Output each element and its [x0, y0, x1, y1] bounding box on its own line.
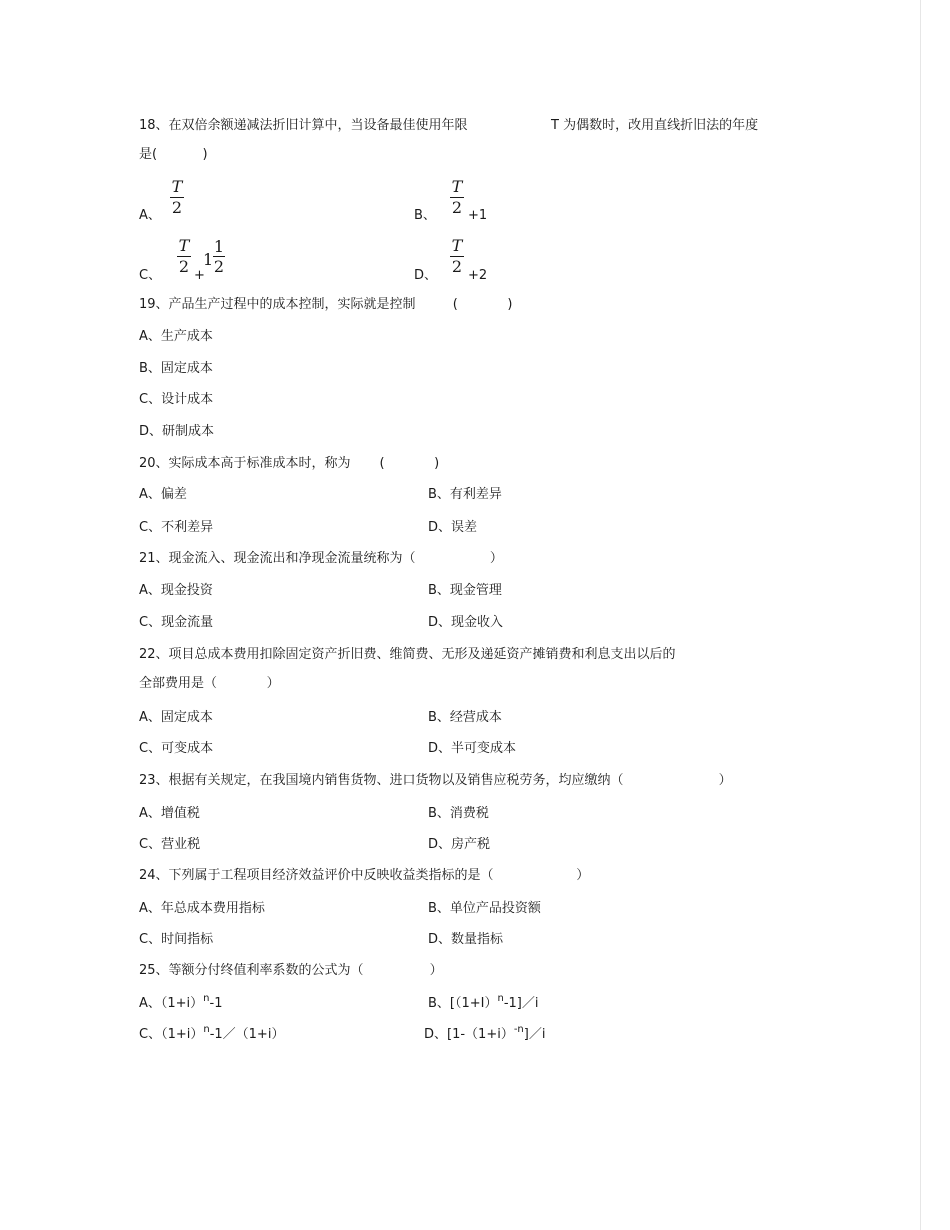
fraction-denominator: 2	[451, 198, 463, 217]
q22-stem-line2: 全部费用是（ ）	[139, 676, 280, 691]
formula-exponent: n	[497, 993, 504, 1004]
fraction-denominator: 2	[178, 257, 190, 276]
q22-option-a: A、固定成本	[139, 710, 213, 725]
formula-rest: -1]／i	[503, 996, 539, 1011]
q18-option-b-label: B、	[414, 208, 436, 223]
q18-option-a-fraction	[170, 178, 184, 217]
q18-option-b-suffix: +1	[468, 208, 488, 223]
q25-stem: 25、等额分付终值利率系数的公式为（ ）	[139, 963, 443, 978]
q21-option-d: D、现金收入	[428, 615, 504, 630]
q24-stem: 24、下列属于工程项目经济效益评价中反映收益类指标的是（ ）	[139, 868, 590, 883]
q22-option-b: B、经营成本	[428, 710, 502, 725]
q21-option-c: C、现金流量	[139, 615, 214, 630]
q23-option-d: D、房产税	[428, 837, 491, 852]
fraction-numerator: T	[451, 236, 463, 255]
page-edge	[920, 0, 921, 1230]
formula-exponent: n	[203, 1024, 210, 1035]
mixed-whole: 1	[203, 250, 214, 269]
mixed-numerator: 1	[213, 237, 225, 256]
formula-rest: -1	[209, 996, 223, 1011]
q20-option-c: C、不利差异	[139, 520, 214, 535]
q18-option-d-fraction	[450, 237, 464, 276]
fraction-numerator: T	[178, 236, 190, 255]
q22-stem: 22、项目总成本费用扣除固定资产折旧费、维简费、无形及递延资产摊销费和利息支出以后的	[139, 647, 676, 662]
q23-option-b: B、消费税	[428, 806, 489, 821]
q20-option-d: D、误差	[428, 520, 478, 535]
q18-option-d-label: D、	[414, 268, 438, 283]
q24-option-a: A、年总成本费用指标	[139, 901, 265, 916]
formula-base: A、（1+i）	[139, 996, 204, 1011]
q22-option-c: C、可变成本	[139, 741, 214, 756]
q21-option-b: B、现金管理	[428, 583, 502, 598]
q19-option-b: B、固定成本	[139, 361, 213, 376]
q25-option-d	[424, 1024, 546, 1044]
q18-option-c-mixed-number	[203, 238, 227, 280]
q18-option-c-fraction	[177, 237, 191, 276]
q24-option-d: D、数量指标	[428, 932, 504, 947]
formula-rest: -1／（1+i）	[209, 1027, 285, 1042]
q18-option-b-fraction	[450, 178, 464, 217]
q18-option-a-label: A、	[139, 208, 161, 223]
q22-option-d: D、半可变成本	[428, 741, 517, 756]
q18-option-d-suffix: +2	[468, 268, 488, 283]
formula-rest: ]／i	[523, 1027, 546, 1042]
q25-option-c	[139, 1024, 285, 1044]
q18-stem-line2: 是( )	[139, 147, 208, 162]
q19-option-d: D、研制成本	[139, 424, 215, 439]
q19-stem: 19、产品生产过程中的成本控制，实际就是控制 ( )	[139, 297, 513, 312]
q24-option-c: C、时间指标	[139, 932, 214, 947]
q21-stem: 21、现金流入、现金流出和净现金流量统称为（ ）	[139, 551, 503, 566]
q21-option-a: A、现金投资	[139, 583, 213, 598]
q25-option-a	[139, 993, 223, 1013]
fraction-denominator: 2	[171, 198, 183, 217]
q19-option-c: C、设计成本	[139, 392, 214, 407]
formula-base: D、[1-（1+i）	[424, 1027, 514, 1042]
q20-option-a: A、偏差	[139, 487, 187, 502]
mixed-denominator: 2	[213, 257, 225, 276]
q18-stem-cont: T 为偶数时，改用直线折旧法的年度	[551, 118, 759, 133]
formula-exponent: -n	[513, 1024, 524, 1035]
q23-stem: 23、根据有关规定，在我国境内销售货物、进口货物以及销售应税劳务，均应缴纳（ ）	[139, 773, 732, 788]
formula-exponent: n	[203, 993, 210, 1004]
fraction-numerator: T	[171, 177, 183, 196]
fraction-denominator: 2	[451, 257, 463, 276]
q18-stem: 18、在双倍余额递减法折旧计算中，当设备最佳使用年限	[139, 118, 468, 133]
q20-option-b: B、有利差异	[428, 487, 502, 502]
q25-option-b	[428, 993, 539, 1013]
formula-base: B、[（1+I）	[428, 996, 498, 1011]
q23-option-c: C、营业税	[139, 837, 201, 852]
fraction-numerator: T	[451, 177, 463, 196]
q24-option-b: B、单位产品投资额	[428, 901, 541, 916]
q20-stem: 20、实际成本高于标准成本时，称为 ( )	[139, 456, 440, 471]
q23-option-a: A、增值税	[139, 806, 200, 821]
q18-option-c-label: C、	[139, 268, 162, 283]
formula-base: C、（1+i）	[139, 1027, 204, 1042]
q19-option-a: A、生产成本	[139, 329, 213, 344]
q18-option-c-plus: +	[194, 268, 205, 283]
